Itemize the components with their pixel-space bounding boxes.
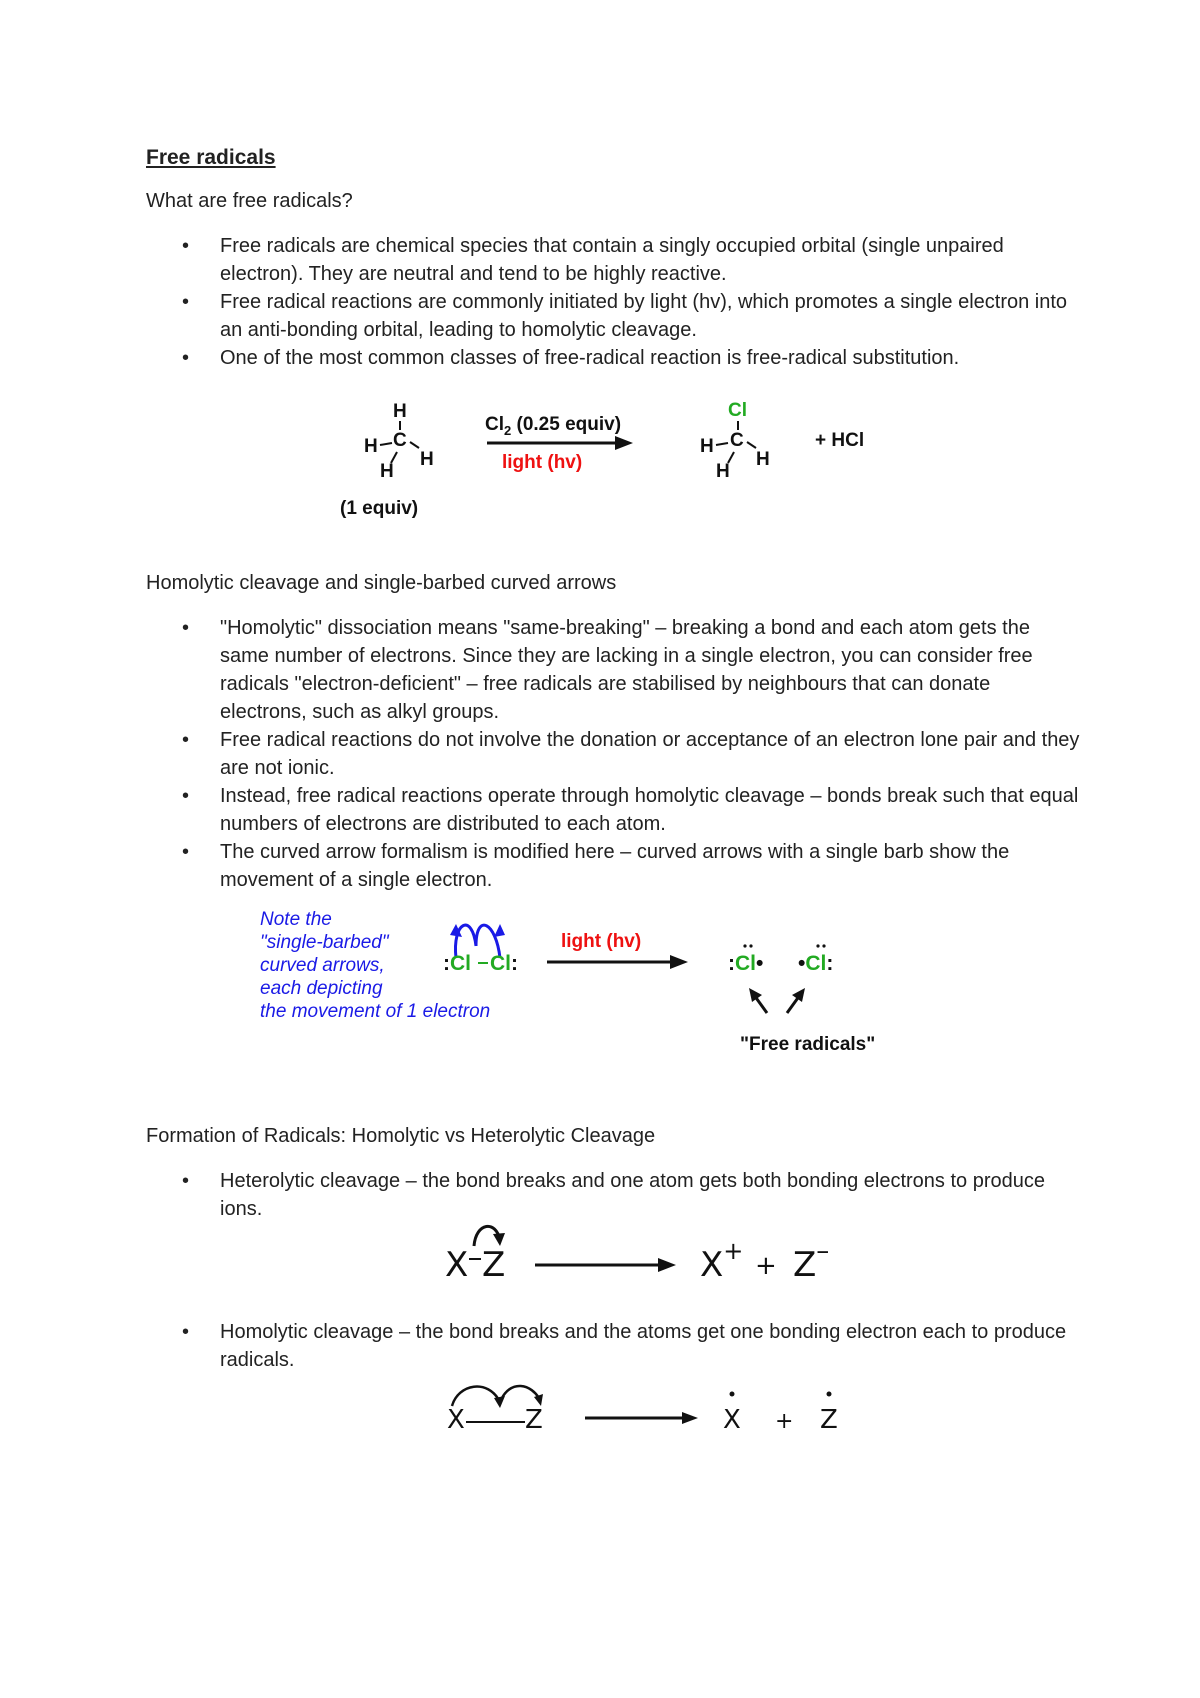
- equiv-label: (1 equiv): [340, 498, 419, 519]
- byproduct-label: + HCl: [815, 430, 865, 451]
- atom-h-right: H: [420, 449, 434, 470]
- atom-h-bottom: H: [716, 461, 730, 482]
- atom-h-bottom: H: [380, 461, 394, 482]
- atom-z: Z: [525, 1405, 543, 1435]
- atom-c: C: [730, 430, 744, 451]
- single-barb-arrow: [452, 1387, 500, 1406]
- condition-label: light (hv): [502, 452, 583, 473]
- list-item: • One of the most common classes of free-radical reaction is free-radical substitution.: [182, 344, 1082, 372]
- note-line: curved arrows,: [260, 955, 385, 976]
- cation-x: X+: [700, 1237, 744, 1285]
- plus-sign: +: [755, 1251, 777, 1281]
- radical-z: Z: [820, 1405, 838, 1435]
- note-line: "single-barbed": [260, 932, 389, 953]
- cl-radical: :Cl•: [728, 952, 764, 975]
- list-item: • Homolytic cleavage – the bond breaks and the atoms get one bonding electron each to produce radicals.: [182, 1318, 1082, 1374]
- atom-x: X: [445, 1245, 469, 1285]
- list-item: • Instead, free radical reactions operate through homolytic cleavage – bonds break such that equal numbers of electrons are distributed to each atom.: [182, 782, 1082, 838]
- cl-radical: •Cl:: [798, 952, 834, 975]
- anion-z: Z–: [793, 1236, 830, 1285]
- list-item: • "Homolytic" dissociation means "same-breaking" – breaking a bond and each atom gets the same number of electrons. Since they are lacking in a single electron, you can consider free radicals "electron-deficient" – free radicals are stabilised by neighbours that can donate electrons, such as alkyl groups.: [182, 614, 1082, 726]
- atom-z: Z: [482, 1245, 506, 1285]
- page-title: Free radicals: [146, 146, 276, 169]
- list-item: • The curved arrow formalism is modified here – curved arrows with a single barb show the movement of a single electron.: [182, 838, 1082, 894]
- reagent-label: $Cl_2$ (0.25 equiv): [485, 414, 622, 438]
- condition-label: light (hv): [561, 931, 642, 952]
- note-line: Note the: [260, 909, 332, 930]
- section-heading-homolytic: Homolytic cleavage and single-barbed curved arrows: [146, 572, 617, 594]
- cl-atom: :Cl: [443, 952, 471, 975]
- free-radicals-label: "Free radicals": [740, 1034, 876, 1055]
- list-item: • Heterolytic cleavage – the bond breaks and one atom gets both bonding electrons to produce ions.: [182, 1167, 1082, 1223]
- list-item: • Free radical reactions are commonly initiated by light (hv), which promotes a single electron into an anti-bonding orbital, leading to homolytic cleavage.: [182, 288, 1082, 344]
- note-line: the movement of 1 electron: [260, 1001, 491, 1022]
- atom-x: X: [447, 1405, 465, 1435]
- atom-h-left: H: [700, 436, 714, 457]
- question-heading: What are free radicals?: [146, 190, 353, 212]
- atom-cl-top: Cl: [728, 400, 747, 421]
- atom-h-left: H: [364, 436, 378, 457]
- list-item: • Free radicals are chemical species that contain a singly occupied orbital (single unpaired electron). They are neutral and tend to be highly reactive.: [182, 232, 1082, 288]
- atom-h-right: H: [756, 449, 770, 470]
- atom-h-top: H: [393, 401, 407, 422]
- note-line: each depicting: [260, 978, 383, 999]
- atom-c: C: [393, 430, 407, 451]
- radical-x: X: [723, 1405, 741, 1435]
- section-heading-formation: Formation of Radicals: Homolytic vs Heterolytic Cleavage: [146, 1125, 656, 1147]
- single-barb-arrow: [500, 1386, 540, 1402]
- list-item: • Free radical reactions do not involve the donation or acceptance of an electron lone pair and they are not ionic.: [182, 726, 1082, 782]
- plus-sign: +: [775, 1409, 794, 1434]
- cl-atom: Cl:: [490, 952, 518, 975]
